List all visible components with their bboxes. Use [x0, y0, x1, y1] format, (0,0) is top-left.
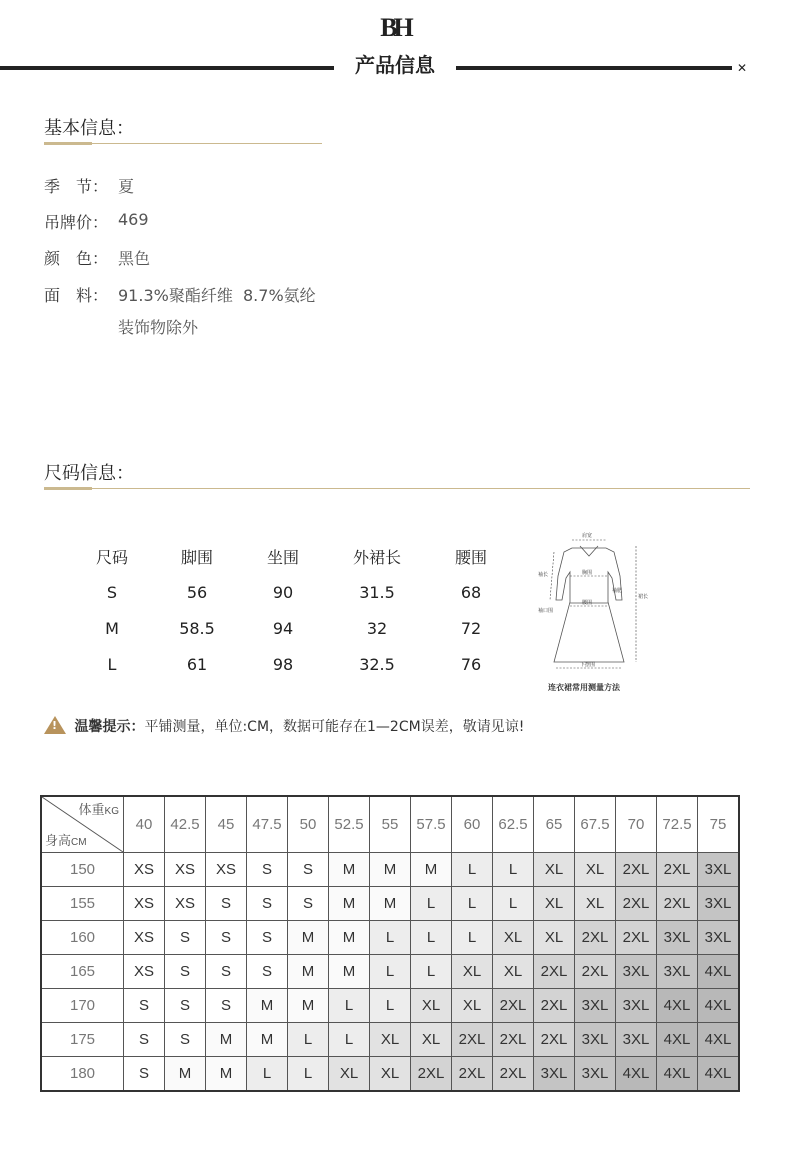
fabric-label: 面 料： — [44, 286, 109, 305]
size-cell: L — [107, 654, 117, 674]
recommended-size-cell: XS — [124, 853, 165, 887]
recommended-size-cell: S — [124, 989, 165, 1023]
recommended-size-cell: S — [124, 1057, 165, 1092]
col-header-hem: 脚围 — [180, 547, 213, 567]
recommended-size-cell: 4XL — [657, 1057, 698, 1092]
recommended-size-cell: L — [493, 853, 534, 887]
weight-header-cell: 52.5 — [329, 796, 370, 853]
basic-info-underline-accent — [44, 142, 92, 145]
tag-price-value: 469 — [118, 210, 149, 229]
weight-header-cell: 55 — [370, 796, 411, 853]
page-title: 产品信息 — [355, 53, 435, 77]
recommended-size-cell: M — [411, 853, 452, 887]
recommended-size-cell: L — [452, 853, 493, 887]
recommended-size-cell: 2XL — [493, 1023, 534, 1057]
recommended-size-cell: S — [288, 887, 329, 921]
recommended-size-cell: M — [247, 989, 288, 1023]
size-chart-row — [70, 610, 514, 646]
recommended-size-cell: L — [411, 887, 452, 921]
recommended-size-cell: L — [288, 1057, 329, 1092]
recommended-size-cell: 3XL — [575, 1023, 616, 1057]
recommended-size-cell: XS — [165, 853, 206, 887]
recommended-size-cell: S — [165, 955, 206, 989]
size-info-underline-accent — [44, 487, 92, 490]
recommended-size-cell: S — [206, 887, 247, 921]
size-cell: 94 — [272, 618, 294, 638]
height-unit: CM — [71, 837, 87, 848]
recommended-size-cell: XS — [206, 853, 247, 887]
header-rule-left — [0, 66, 334, 70]
recommended-size-cell: XL — [411, 1023, 452, 1057]
recommended-size-cell: M — [288, 955, 329, 989]
recommended-size-cell: L — [329, 989, 370, 1023]
weight-header-cell: 50 — [288, 796, 329, 853]
height-row — [41, 1023, 739, 1057]
col-header-waist: 腰围 — [454, 547, 487, 567]
recommended-size-cell: M — [329, 921, 370, 955]
recommended-size-cell: XL — [370, 1023, 411, 1057]
recommended-size-cell: 2XL — [657, 853, 698, 887]
color-value: 黑色 — [118, 249, 151, 268]
recommended-size-cell: 3XL — [534, 1057, 575, 1092]
recommended-size-cell: 3XL — [616, 989, 657, 1023]
weight-header-cell: 67.5 — [575, 796, 616, 853]
recommended-size-cell: XS — [124, 955, 165, 989]
recommended-size-cell: S — [247, 921, 288, 955]
recommended-size-cell: 3XL — [698, 921, 740, 955]
recommended-size-cell: M — [370, 887, 411, 921]
size-chart-table — [70, 538, 514, 682]
recommended-size-cell: XL — [534, 887, 575, 921]
height-header-cell: 170 — [41, 989, 124, 1023]
recommended-size-cell: S — [288, 853, 329, 887]
diagram-label: 胸围 — [582, 570, 593, 576]
size-cell: 90 — [272, 582, 294, 602]
weight-axis-label — [79, 799, 119, 818]
recommended-size-cell: 3XL — [657, 921, 698, 955]
height-header-cell: 175 — [41, 1023, 124, 1057]
diagram-label: 裙长 — [638, 594, 649, 600]
recommended-size-cell: XL — [575, 887, 616, 921]
size-notice — [44, 716, 524, 736]
recommended-size-cell: M — [165, 1057, 206, 1092]
recommended-size-cell: 4XL — [657, 989, 698, 1023]
recommended-size-cell: L — [452, 921, 493, 955]
recommended-size-cell: 2XL — [493, 989, 534, 1023]
height-header-cell: 160 — [41, 921, 124, 955]
brand-logo: BH — [380, 13, 410, 42]
recommended-size-cell: 3XL — [575, 989, 616, 1023]
recommended-size-cell: L — [288, 1023, 329, 1057]
height-axis-label — [45, 830, 87, 849]
recommended-size-cell: XL — [452, 989, 493, 1023]
weight-header-cell: 60 — [452, 796, 493, 853]
dress-measurement-diagram — [524, 528, 649, 698]
recommended-size-cell: S — [165, 921, 206, 955]
color-label: 颜 色： — [44, 249, 109, 268]
recommended-size-cell: XL — [534, 921, 575, 955]
recommended-size-cell: 2XL — [657, 887, 698, 921]
col-header-hip: 坐围 — [266, 547, 299, 567]
recommended-size-cell: 3XL — [698, 853, 740, 887]
recommended-size-cell: S — [206, 989, 247, 1023]
diagram-label: 下摆围 — [580, 662, 596, 668]
basic-info-heading: 基本信息： — [44, 118, 134, 139]
fabric-note: 装饰物除外 — [118, 318, 199, 337]
fabric-value: 91.3%聚酯纤维 8.7%氨纶 — [118, 286, 316, 305]
recommended-size-cell: S — [206, 921, 247, 955]
recommended-size-cell: XL — [329, 1057, 370, 1092]
recommended-size-cell: L — [493, 887, 534, 921]
recommended-size-cell: L — [370, 989, 411, 1023]
recommended-size-cell: 2XL — [616, 853, 657, 887]
height-row — [41, 955, 739, 989]
cross-mark-icon: ✕ — [736, 61, 748, 75]
recommended-size-cell: 2XL — [534, 1023, 575, 1057]
recommended-size-cell: XL — [534, 853, 575, 887]
size-info-underline — [92, 488, 750, 489]
recommended-size-cell: M — [329, 853, 370, 887]
recommended-size-cell: M — [370, 853, 411, 887]
recommended-size-cell: S — [165, 989, 206, 1023]
notice-title: 温馨提示： — [74, 719, 145, 735]
weight-header-cell: 40 — [124, 796, 165, 853]
recommended-size-cell: 4XL — [657, 1023, 698, 1057]
recommended-size-cell: 3XL — [616, 1023, 657, 1057]
weight-header-cell: 70 — [616, 796, 657, 853]
notice-text: 平铺测量，单位:CM，数据可能存在1—2CM误差，敬请见谅! — [144, 719, 525, 735]
recommended-size-cell: 2XL — [411, 1057, 452, 1092]
recommended-size-cell: XS — [124, 921, 165, 955]
tag-price-label: 吊牌价： — [44, 213, 109, 232]
recommended-size-cell: XL — [370, 1057, 411, 1092]
recommended-size-cell: 4XL — [698, 955, 740, 989]
recommended-size-cell: XL — [411, 989, 452, 1023]
recommended-size-cell: S — [206, 955, 247, 989]
recommended-size-cell: XL — [452, 955, 493, 989]
height-row — [41, 853, 739, 887]
weight-header-cell: 62.5 — [493, 796, 534, 853]
height-row — [41, 989, 739, 1023]
height-header-cell: 150 — [41, 853, 124, 887]
recommended-size-cell: 4XL — [698, 1023, 740, 1057]
weight-header-cell: 47.5 — [247, 796, 288, 853]
recommended-size-cell: M — [247, 1023, 288, 1057]
recommended-size-cell: S — [247, 853, 288, 887]
size-chart-header — [70, 538, 514, 574]
recommended-size-cell: 3XL — [616, 955, 657, 989]
dress-collar — [580, 546, 598, 556]
weight-header-row — [41, 796, 739, 853]
recommended-size-cell: M — [329, 955, 370, 989]
size-cell: 31.5 — [359, 582, 395, 602]
diagram-label: 腰围 — [582, 600, 593, 606]
height-row — [41, 887, 739, 921]
recommended-size-cell: L — [329, 1023, 370, 1057]
diagram-label: 袖肥 — [612, 588, 623, 594]
recommended-size-cell: 3XL — [698, 887, 740, 921]
recommended-size-cell: M — [329, 887, 370, 921]
recommended-size-cell: 2XL — [534, 955, 575, 989]
recommended-size-cell: M — [288, 989, 329, 1023]
grid-corner-cell — [41, 796, 124, 853]
size-cell: 76 — [460, 654, 482, 674]
weight-header-cell: 65 — [534, 796, 575, 853]
recommended-size-cell: S — [124, 1023, 165, 1057]
recommended-size-cell: 2XL — [452, 1057, 493, 1092]
recommended-size-cell: XS — [124, 887, 165, 921]
recommended-size-cell: S — [247, 955, 288, 989]
recommended-size-cell: 2XL — [616, 921, 657, 955]
weight-header-cell: 72.5 — [657, 796, 698, 853]
weight-header-cell: 42.5 — [165, 796, 206, 853]
size-cell: S — [106, 582, 118, 602]
recommended-size-cell: L — [370, 955, 411, 989]
diagram-label: 袖口围 — [538, 608, 554, 614]
size-cell: M — [105, 618, 119, 638]
recommended-size-cell: L — [411, 921, 452, 955]
recommended-size-cell: M — [206, 1023, 247, 1057]
diagram-label: 袖长 — [538, 572, 549, 578]
height-row — [41, 1057, 739, 1092]
recommended-size-cell: 2XL — [534, 989, 575, 1023]
recommended-size-cell: 3XL — [575, 1057, 616, 1092]
recommended-size-cell: 4XL — [616, 1057, 657, 1092]
recommended-size-cell: S — [247, 887, 288, 921]
recommended-size-cell: 2XL — [575, 921, 616, 955]
season-label: 季 节： — [44, 177, 109, 196]
height-header-cell: 180 — [41, 1057, 124, 1092]
size-cell: 58.5 — [179, 618, 215, 638]
season-value: 夏 — [118, 177, 135, 196]
recommended-size-cell: L — [452, 887, 493, 921]
recommended-size-cell: L — [370, 921, 411, 955]
size-cell: 68 — [460, 582, 482, 602]
header-rule-right — [456, 66, 732, 70]
basic-info-underline — [92, 143, 322, 144]
recommended-size-cell: 2XL — [452, 1023, 493, 1057]
size-recommendation-grid — [40, 795, 740, 1092]
height-label: 身高 — [45, 833, 72, 848]
recommended-size-cell: S — [165, 1023, 206, 1057]
size-chart-row — [70, 574, 514, 610]
size-cell: 98 — [272, 654, 294, 674]
recommended-size-cell: 2XL — [493, 1057, 534, 1092]
weight-header-cell: 45 — [206, 796, 247, 853]
recommended-size-cell: XL — [493, 955, 534, 989]
size-info-heading: 尺码信息： — [44, 463, 134, 484]
height-header-cell: 165 — [41, 955, 124, 989]
weight-unit: KG — [104, 806, 119, 817]
size-cell: 72 — [460, 618, 482, 638]
height-header-cell: 155 — [41, 887, 124, 921]
size-cell: 61 — [186, 654, 208, 674]
recommended-size-cell: L — [247, 1057, 288, 1092]
diagram-caption: 连衣裙常用测量方法 — [548, 683, 620, 692]
recommended-size-cell: 2XL — [616, 887, 657, 921]
recommended-size-cell: 4XL — [698, 1057, 740, 1092]
recommended-size-cell: L — [411, 955, 452, 989]
recommended-size-cell: XL — [575, 853, 616, 887]
recommended-size-cell: XL — [493, 921, 534, 955]
size-chart-row — [70, 646, 514, 682]
recommended-size-cell: 4XL — [698, 989, 740, 1023]
weight-header-cell: 57.5 — [411, 796, 452, 853]
recommended-size-cell: 2XL — [575, 955, 616, 989]
weight-header-cell: 75 — [698, 796, 740, 853]
recommended-size-cell: XS — [165, 887, 206, 921]
col-header-size: 尺码 — [95, 547, 128, 567]
recommended-size-cell: 3XL — [657, 955, 698, 989]
warning-icon: ! — [44, 716, 66, 734]
col-header-skirt-length: 外裙长 — [352, 547, 401, 567]
diagram-label: 肩宽 — [582, 533, 593, 539]
recommended-size-cell: M — [206, 1057, 247, 1092]
size-cell: 32 — [366, 618, 388, 638]
recommended-size-cell: M — [288, 921, 329, 955]
size-cell: 56 — [186, 582, 208, 602]
height-row — [41, 921, 739, 955]
size-cell: 32.5 — [359, 654, 395, 674]
weight-label: 体重 — [78, 802, 105, 817]
